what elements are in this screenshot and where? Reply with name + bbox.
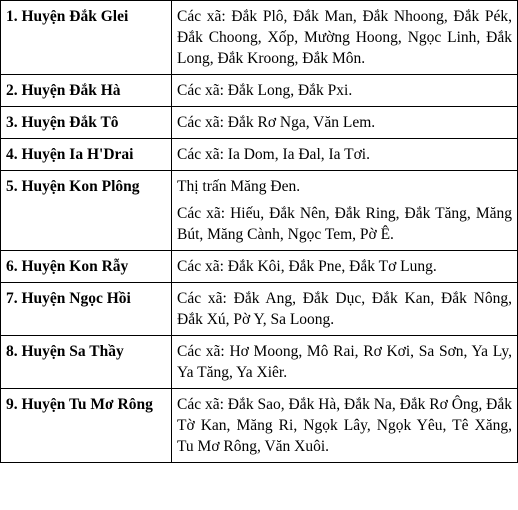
commune-list (172, 1, 518, 75)
district-name: 4. Huyện Ia H'Drai (1, 139, 172, 171)
commune-text: Các xã: Đắk Kôi, Đắk Pne, Đắk Tơ Lung. (177, 258, 437, 275)
commune-text: Các xã: Hiếu, Đắk Nên, Đắk Ring, Đắk Tăng, Măng Bút, Măng Cành, Ngọc Tem, Pờ Ê. (177, 205, 512, 243)
district-name: 6. Huyện Kon Rẫy (1, 251, 172, 283)
town-text: Thị trấn Măng Đen. (177, 178, 301, 195)
commune-list (172, 171, 518, 251)
commune-list (172, 336, 518, 389)
district-name: 5. Huyện Kon Plông (1, 171, 172, 251)
commune-list (172, 283, 518, 336)
district-name: 7. Huyện Ngọc Hồi (1, 283, 172, 336)
commune-list (172, 107, 518, 139)
commune-list (172, 389, 518, 463)
commune-text: Các xã: Đắk Sao, Đắk Hà, Đắk Na, Đắk Rơ Ông, Đắk Tờ Kan, Măng Ri, Ngọk Lây, Ngọk Yêu, Tê Xăng, Tu Mơ Rông, Văn Xuôi. (177, 396, 512, 455)
commune-text: Các xã: Đắk Ang, Đắk Dục, Đắk Kan, Đắk Nông, Đắk Xú, Pờ Y, Sa Loong. (177, 290, 512, 328)
district-name: 9. Huyện Tu Mơ Rông (1, 389, 172, 463)
commune-text: Các xã: Đắk Rơ Nga, Văn Lem. (177, 114, 376, 131)
table-row (1, 171, 518, 251)
commune-text: Các xã: Đắk Plô, Đắk Man, Đắk Nhoong, Đắk Pék, Đắk Choong, Xốp, Mường Hoong, Ngọc Linh, Đắk Long, Đắk Kroong, Đắk Môn. (177, 8, 512, 67)
table-row (1, 107, 518, 139)
district-name: 2. Huyện Đắk Hà (1, 75, 172, 107)
district-name: 1. Huyện Đắk Glei (1, 1, 172, 75)
commune-text: Các xã: Đắk Long, Đắk Pxi. (177, 82, 353, 99)
table-row (1, 389, 518, 463)
table-row (1, 251, 518, 283)
commune-text: Các xã: Hơ Moong, Mô Rai, Rơ Kơi, Sa Sơn, Ya Ly, Ya Tăng, Ya Xiêr. (177, 343, 512, 381)
commune-list (172, 139, 518, 171)
table-row (1, 283, 518, 336)
commune-list (172, 251, 518, 283)
commune-list (172, 75, 518, 107)
district-name: 8. Huyện Sa Thầy (1, 336, 172, 389)
table-row (1, 75, 518, 107)
table-row (1, 336, 518, 389)
table-row (1, 139, 518, 171)
table-row (1, 1, 518, 75)
district-name: 3. Huyện Đắk Tô (1, 107, 172, 139)
commune-text: Các xã: Ia Dom, Ia Đal, Ia Tơi. (177, 146, 370, 163)
